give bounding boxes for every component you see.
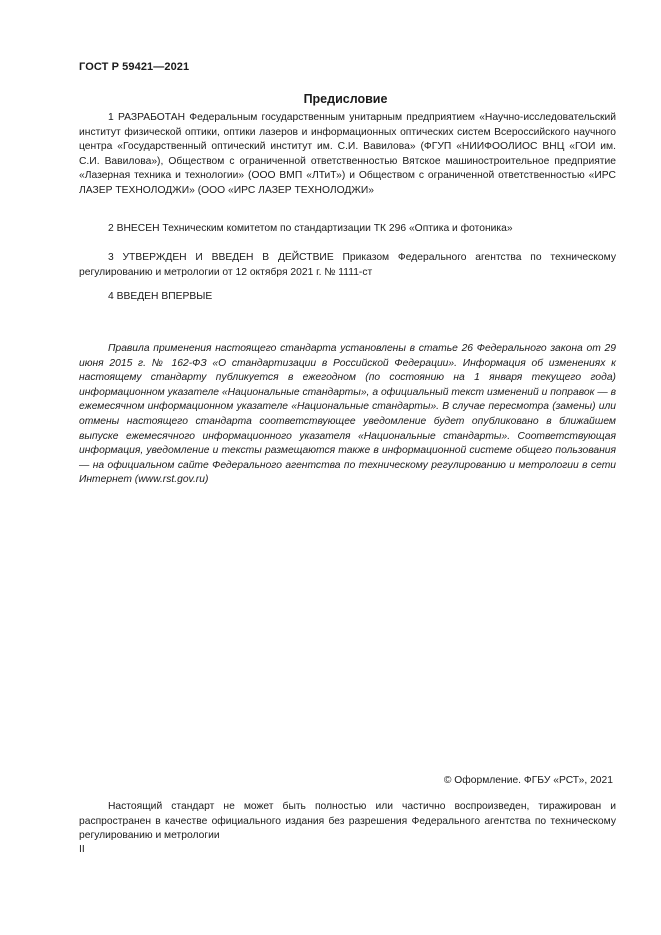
copyright-line: © Оформление. ФГБУ «РСТ», 2021 <box>443 775 613 786</box>
page-title: Предисловие <box>303 92 388 106</box>
page-number: II <box>79 844 85 855</box>
standard-code: ГОСТ Р 59421—2021 <box>79 61 190 73</box>
paragraph-developed-by: 1 РАЗРАБОТАН Федеральным государственным унитарным предприятием «Научно-исследовательский институт физической оптики, оптики лазеров и информационных оптических систем Всероссийского научного центра «Государственный оптический институт им. С.И. Вавилова» (ФГУП «НИИФООЛИОС ВНЦ «ГОИ им. С.И. Вавилова»), Обществом с ограниченной ответственностью Вятское машиностроительное предприятие «Лазерная техника и технологии» (ООО ВМП «ЛТиТ») и Обществом с ограниченной ответственностью «ИРС ЛАЗЕР ТЕХНОЛОДЖИ» (ООО «ИРС ЛАЗЕР ТЕХНОЛОДЖИ» <box>79 112 616 196</box>
application-rules-notice: Правила применения настоящего стандарта установлены в статье 26 Федерального закона от 29 июня 2015 г. № 162-ФЗ «О стандартизации в Российской Федерации». Информация об изменениях к настоящему стандарту публикуется в ежегодном (по состоянию на 1 января текущего года) информационном указателе «Национальные стандарты», а официальный текст изменений и поправок — в ежемесячном информационном указателе «Национальные стандарты». В случае пересмотра (замены) или отмены настоящего стандарта соответствующее уведомление будет опубликовано в ближайшем выпуске ежемесячного информационного указателя «Национальные стандарты». Соответствующая информация, уведомление и тексты размещаются также в информационной системе общего пользования — на официальном сайте Федерального агентства по техническому регулированию и метрологии в сети Интернет (www.rst.gov.ru) <box>79 343 616 486</box>
paragraph-introduced-first: 4 ВВЕДЕН ВПЕРВЫЕ <box>108 291 213 302</box>
reprint-restriction-notice: Настоящий стандарт не может быть полностью или частично воспроизведен, тиражирован и распространен в качестве официального издания без разрешения Федерального агентства по техническому регулированию и метрологии <box>79 801 616 842</box>
paragraph-submitted-by: 2 ВНЕСЕН Техническим комитетом по стандартизации ТК 296 «Оптика и фотоника» <box>108 223 513 234</box>
paragraph-approved: 3 УТВЕРЖДЕН И ВВЕДЕН В ДЕЙСТВИЕ Приказом Федерального агентства по техническому регулированию и метрологии от 12 октября 2021 г. № 1111-ст <box>79 252 616 278</box>
